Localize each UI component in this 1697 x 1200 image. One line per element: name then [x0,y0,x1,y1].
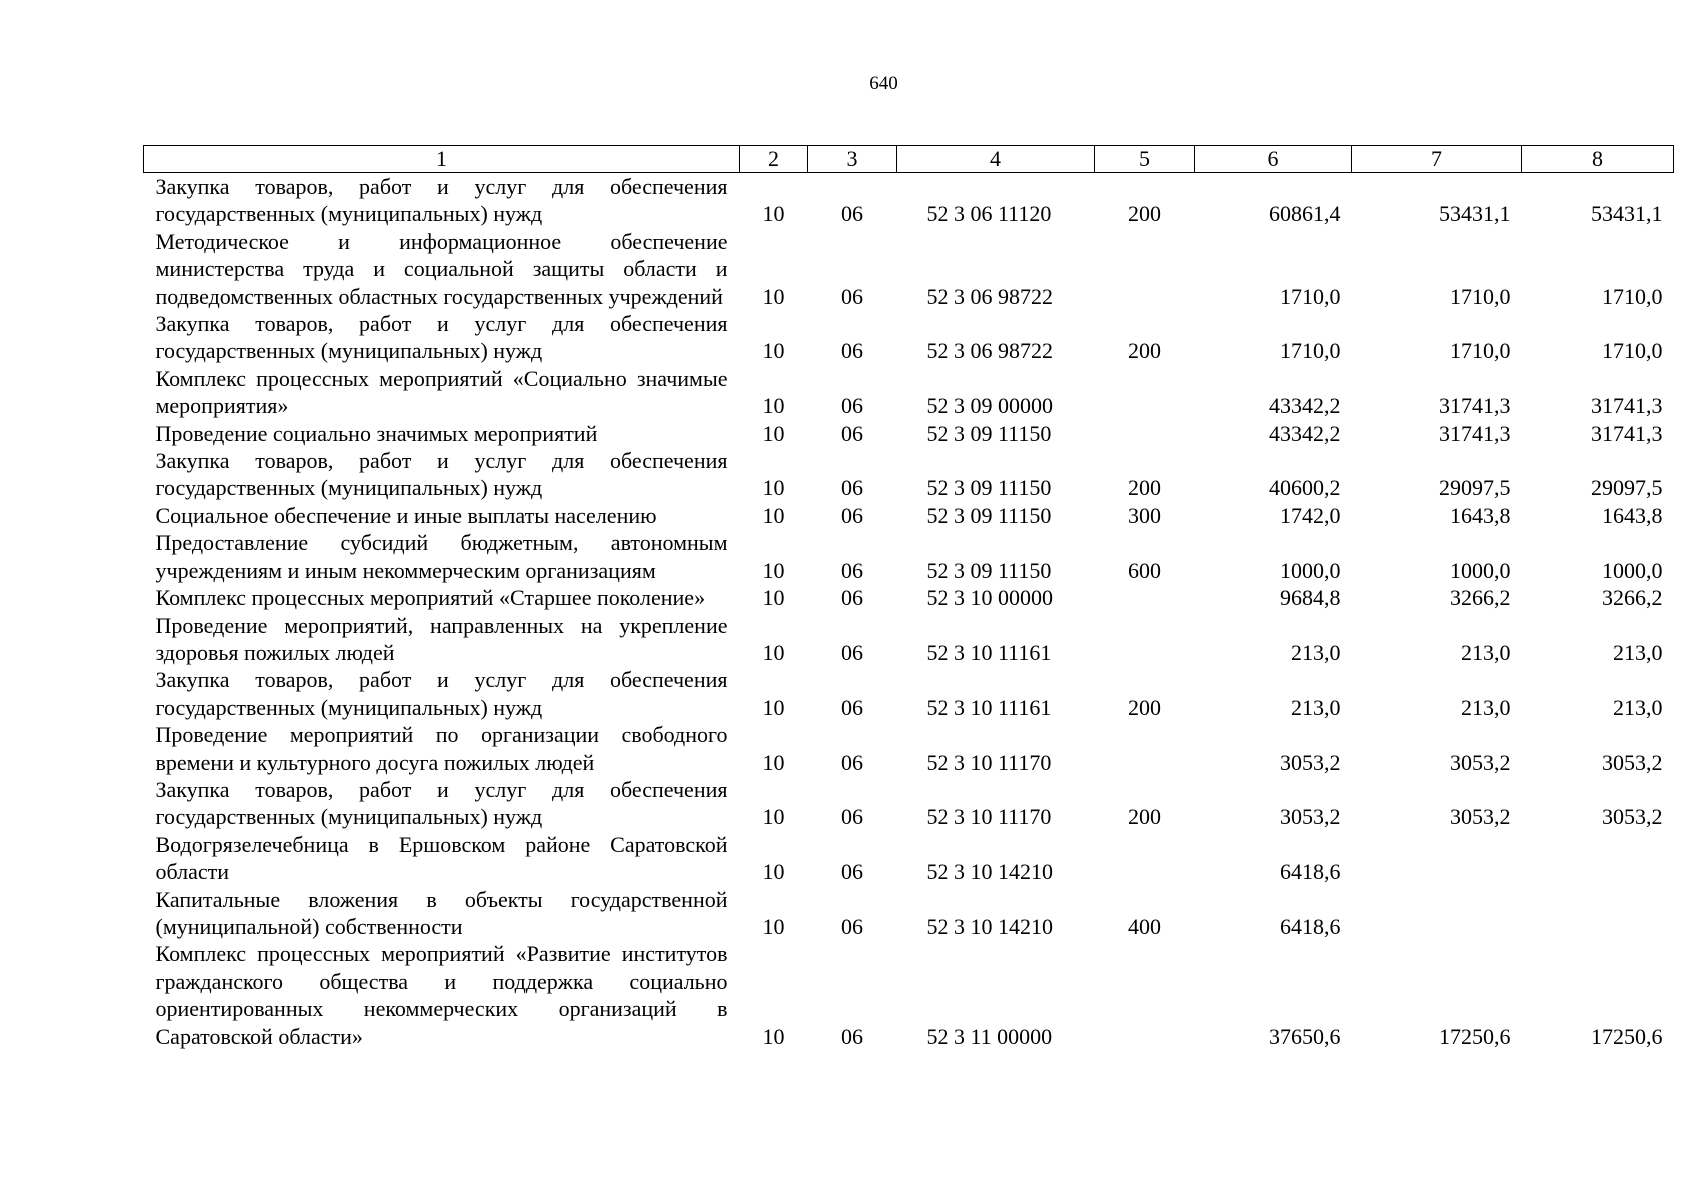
table-body [144,173,1674,1051]
column-header: 7 [1352,146,1522,173]
amount-col8-cell: 213,0 [1613,694,1663,720]
subsection-code-cell: 06 [841,804,863,830]
amount-col7-cell: 31741,3 [1439,420,1511,446]
row-name-cell: Социальное обеспечение и иные выплаты населению [155,502,657,528]
row-name-cell: Закупка товаров, работ и услуг для обеспечения государственных (муниципальных) нужд [155,174,728,227]
amount-col7-cell: 3266,2 [1450,585,1511,611]
amount-col8-cell [1522,886,1674,941]
amount-col6-cell: 60861,4 [1269,201,1341,227]
table-row [144,940,1674,1050]
target-article-cell: 52 3 10 00000 [926,585,1053,611]
amount-col6-cell: 40600,2 [1269,475,1341,501]
target-article-cell: 52 3 10 11170 [926,749,1052,775]
expense-type-cell: 200 [1128,475,1161,501]
target-article-cell: 52 3 09 11150 [926,420,1052,446]
row-name-cell: Капитальные вложения в объекты государственной (муниципальной) собственности [155,886,728,939]
target-article-cell: 52 3 10 11170 [926,804,1052,830]
row-name-cell: Предоставление субсидий бюджетным, автономным учреждениям и иным некоммерческим организациям [155,530,728,583]
target-article-cell: 52 3 09 00000 [926,393,1053,419]
table-row [144,502,1674,529]
subsection-code-cell: 06 [841,557,863,583]
amount-col6-cell: 3053,2 [1280,804,1341,830]
row-name-cell: Закупка товаров, работ и услуг для обеспечения государственных (муниципальных) нужд [155,776,728,830]
amount-col8-cell: 1000,0 [1602,557,1663,583]
amount-col8-cell [1522,831,1674,886]
subsection-code-cell: 06 [841,502,863,528]
row-name-cell: Комплекс процессных мероприятий «Старшее поколение» [155,585,706,611]
column-header: 1 [144,146,740,173]
section-code-cell: 10 [762,1023,785,1049]
subsection-code-cell: 06 [841,475,863,501]
section-code-cell: 10 [762,283,785,309]
amount-col8-cell: 1710,0 [1602,283,1663,309]
subsection-code-cell: 06 [841,859,863,885]
subsection-code-cell: 06 [841,585,863,611]
table-row [144,447,1674,502]
amount-col7-cell [1352,831,1522,886]
amount-col6-cell: 37650,6 [1269,1023,1341,1049]
section-code-cell: 10 [762,859,785,885]
amount-col8-cell: 3266,2 [1602,585,1663,611]
amount-col6-cell: 6418,6 [1280,859,1341,885]
column-header: 3 [808,146,897,173]
table-row [144,886,1674,941]
subsection-code-cell: 06 [841,694,863,720]
amount-col7-cell: 1710,0 [1450,338,1511,364]
amount-col7-cell: 213,0 [1461,694,1511,720]
target-article-cell: 52 3 10 14210 [926,859,1053,885]
subsection-code-cell: 06 [841,639,863,665]
table-row [144,776,1674,831]
expense-type-cell: 200 [1128,804,1161,830]
amount-col7-cell [1352,886,1522,941]
expense-type-cell [1095,365,1195,420]
table-row [144,310,1674,365]
section-code-cell: 10 [762,749,785,775]
subsection-code-cell: 06 [841,393,863,419]
subsection-code-cell: 06 [841,420,863,446]
expense-type-cell [1095,721,1195,776]
target-article-cell: 52 3 06 98722 [926,283,1053,309]
section-code-cell: 10 [762,585,785,611]
amount-col8-cell: 17250,6 [1591,1023,1663,1049]
expense-type-cell: 400 [1128,913,1161,939]
section-code-cell: 10 [762,393,785,419]
amount-col8-cell: 213,0 [1613,639,1663,665]
amount-col6-cell: 43342,2 [1269,393,1341,419]
expense-type-cell [1095,228,1195,310]
expense-type-cell [1095,831,1195,886]
section-code-cell: 10 [762,420,785,446]
subsection-code-cell: 06 [841,283,863,309]
amount-col7-cell: 53431,1 [1439,201,1511,227]
expense-type-cell [1095,584,1195,611]
expense-type-cell [1095,612,1195,667]
amount-col6-cell: 1710,0 [1280,338,1341,364]
target-article-cell: 52 3 10 11161 [926,694,1052,720]
column-header: 4 [897,146,1095,173]
section-code-cell: 10 [762,557,785,583]
amount-col7-cell: 17250,6 [1439,1023,1511,1049]
column-header: 6 [1195,146,1352,173]
subsection-code-cell: 06 [841,1023,863,1049]
amount-col6-cell: 1710,0 [1280,283,1341,309]
amount-col8-cell: 53431,1 [1591,201,1663,227]
column-header: 5 [1095,146,1195,173]
amount-col7-cell: 31741,3 [1439,393,1511,419]
subsection-code-cell: 06 [841,201,863,227]
page-number: 640 [869,73,898,94]
amount-col6-cell: 6418,6 [1280,913,1341,939]
amount-col6-cell: 1742,0 [1280,502,1341,528]
expense-type-cell: 200 [1128,201,1161,227]
table-row [144,529,1674,584]
table-row [144,584,1674,611]
amount-col6-cell: 213,0 [1291,639,1341,665]
column-header: 8 [1522,146,1674,173]
target-article-cell: 52 3 09 11150 [926,502,1052,528]
amount-col8-cell: 3053,2 [1602,804,1663,830]
section-code-cell: 10 [762,639,785,665]
subsection-code-cell: 06 [841,338,863,364]
subsection-code-cell: 06 [841,913,863,939]
target-article-cell: 52 3 10 14210 [926,913,1053,939]
row-name-cell: Методическое и информационное обеспечение министерства труда и социальной защиты области и подведомственных областных государственных учреждений [155,228,728,309]
amount-col6-cell: 9684,8 [1280,585,1341,611]
target-article-cell: 52 3 10 11161 [926,639,1052,665]
table-row [144,612,1674,667]
amount-col7-cell: 1000,0 [1450,557,1511,583]
target-article-cell: 52 3 11 00000 [926,1023,1053,1049]
table-row [144,365,1674,420]
section-code-cell: 10 [762,201,785,227]
amount-col7-cell: 3053,2 [1450,804,1511,830]
expense-type-cell: 600 [1128,557,1161,583]
table-row [144,831,1674,886]
amount-col8-cell: 31741,3 [1591,393,1663,419]
amount-col6-cell: 213,0 [1291,694,1341,720]
column-header: 2 [740,146,808,173]
expense-type-cell [1095,940,1195,1050]
column-number-header-row [144,146,1674,173]
amount-col7-cell: 1643,8 [1450,502,1511,528]
table-row [144,666,1674,721]
expense-type-cell [1095,420,1195,447]
amount-col8-cell: 1643,8 [1602,502,1663,528]
expense-type-cell: 300 [1128,502,1161,528]
amount-col7-cell: 3053,2 [1450,749,1511,775]
amount-col6-cell: 43342,2 [1269,420,1341,446]
amount-col8-cell: 3053,2 [1602,749,1663,775]
row-name-cell: Закупка товаров, работ и услуг для обеспечения государственных (муниципальных) нужд [155,667,728,720]
row-name-cell: Водогрязелечебница в Ершовском районе Саратовской области [155,831,728,885]
amount-col8-cell: 29097,5 [1591,475,1663,501]
amount-col6-cell: 1000,0 [1280,557,1341,583]
table-row [144,420,1674,447]
row-name-cell: Комплекс процессных мероприятий «Социально значимые мероприятия» [155,365,728,419]
section-code-cell: 10 [762,694,785,720]
amount-col7-cell: 213,0 [1461,639,1511,665]
amount-col7-cell: 29097,5 [1439,475,1511,501]
target-article-cell: 52 3 06 98722 [926,338,1053,364]
target-article-cell: 52 3 09 11150 [926,557,1052,583]
expense-type-cell: 200 [1128,694,1161,720]
subsection-code-cell: 06 [841,749,863,775]
amount-col8-cell: 31741,3 [1591,420,1663,446]
amount-col6-cell: 3053,2 [1280,749,1341,775]
section-code-cell: 10 [762,338,785,364]
section-code-cell: 10 [762,804,785,830]
amount-col8-cell: 1710,0 [1602,338,1663,364]
table-row [144,228,1674,310]
expense-type-cell: 200 [1128,338,1161,364]
amount-col7-cell: 1710,0 [1450,283,1511,309]
budget-table [143,145,1674,1050]
table-row [144,173,1674,228]
row-name-cell: Закупка товаров, работ и услуг для обеспечения государственных (муниципальных) нужд [155,448,728,501]
row-name-cell: Комплекс процессных мероприятий «Развитие институтов гражданского общества и поддержка социально ориентированных некоммерческих организаций в Саратовской области» [155,941,728,1049]
row-name-cell: Проведение социально значимых мероприятий [155,420,598,446]
row-name-cell: Проведение мероприятий по организации свободного времени и культурного досуга пожилых людей [155,722,728,775]
section-code-cell: 10 [762,475,785,501]
section-code-cell: 10 [762,502,785,528]
row-name-cell: Закупка товаров, работ и услуг для обеспечения государственных (муниципальных) нужд [155,311,728,364]
table-row [144,721,1674,776]
row-name-cell: Проведение мероприятий, направленных на укрепление здоровья пожилых людей [155,612,728,665]
target-article-cell: 52 3 06 11120 [926,201,1052,227]
target-article-cell: 52 3 09 11150 [926,475,1052,501]
section-code-cell: 10 [762,913,785,939]
